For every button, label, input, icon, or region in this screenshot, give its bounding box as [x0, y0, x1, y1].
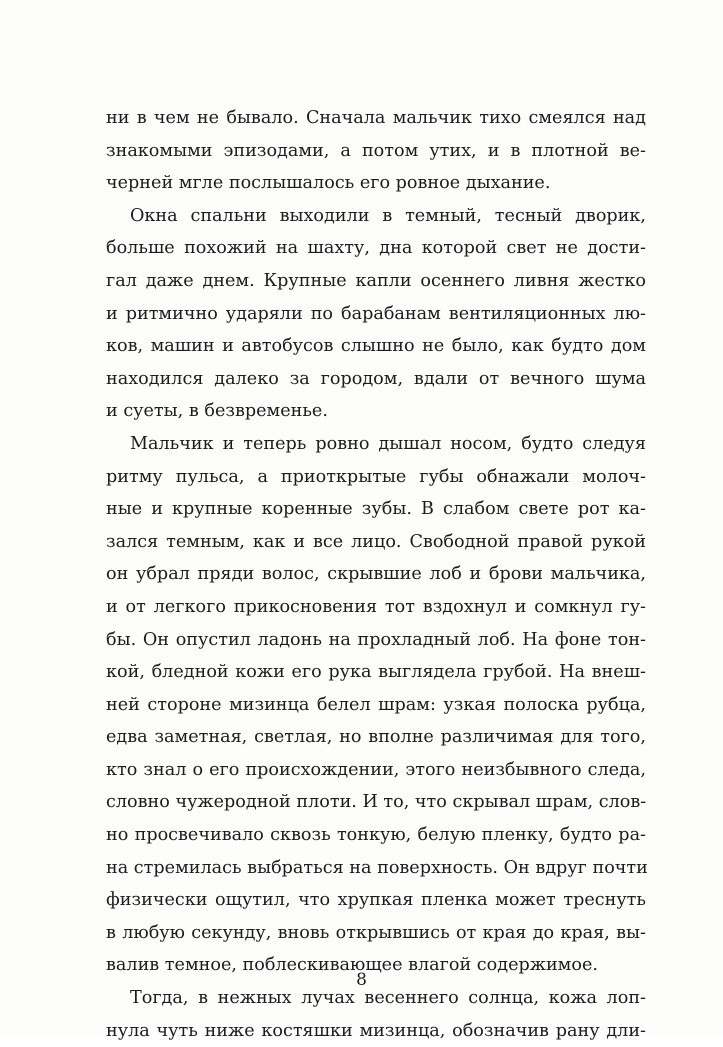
- text-line: зался темным, как и все лицо. Свободной правой рукой: [106, 531, 646, 552]
- text-line: Тогда, в нежных лучах весеннего солнца, кожа лоп-: [130, 988, 646, 1009]
- text-line: ней стороне мизинца белел шрам: узкая полоска рубца,: [106, 694, 646, 715]
- text-line: ритму пульса, а приоткрытые губы обнажали молоч-: [106, 466, 646, 487]
- text-line: но просвечивало сквозь тонкую, белую пленку, будто ра-: [106, 825, 646, 846]
- text-line: ные и крупные коренные зубы. В слабом свете рот ка-: [106, 499, 646, 520]
- page-number: 8: [356, 970, 367, 990]
- text-line: гал даже днем. Крупные капли осеннего ливня жестко: [106, 270, 646, 291]
- text-line: Окна спальни выходили в темный, тесный дворик,: [130, 205, 646, 226]
- text-line: и ритмично ударяли по барабанам вентиляционных лю-: [106, 303, 646, 324]
- text-line: кой, бледной кожи его рука выглядела грубой. На внеш-: [106, 662, 646, 683]
- text-line: словно чужеродной плоти. И то, что скрывал шрам, слов-: [106, 792, 647, 813]
- text-line: едва заметная, светлая, но вполне различимая для того,: [106, 727, 646, 748]
- text-line: черней мгле послышалось его ровное дыхание.: [106, 173, 551, 194]
- text-line: ков, машин и автобусов слышно не было, как будто дом: [106, 336, 646, 357]
- text-line: кто знал о его происхождении, этого неизбывного следа,: [106, 759, 646, 780]
- text-line: знакомыми эпизодами, а потом утих, и в плотной ве-: [106, 140, 646, 161]
- text-line: находился далеко за городом, вдали от вечного шума: [106, 368, 646, 389]
- text-line: физически ощутил, что хрупкая пленка может треснуть: [106, 890, 646, 911]
- text-line: ни в чем не бывало. Сначала мальчик тихо смеялся над: [106, 108, 646, 128]
- text-line: и суеты, в безвременье.: [106, 401, 328, 422]
- text-line: больше похожий на шахту, дна которой свет не дости-: [106, 238, 646, 259]
- text-line: нула чуть ниже костяшки мизинца, обозначив рану дли-: [106, 1020, 646, 1041]
- text-line: валив темное, поблескивающее влагой содержимое.: [106, 955, 598, 976]
- text-line: и от легкого прикосновения тот вздохнул и сомкнул гу-: [106, 596, 646, 617]
- text-line: Мальчик и теперь ровно дышал носом, будто следуя: [130, 433, 646, 454]
- text-line: в любую секунду, вновь открывшись от края до края, вы-: [106, 922, 646, 943]
- text-line: на стремилась выбраться на поверхность. Он вдруг почти: [106, 857, 648, 878]
- text-line: он убрал пряди волос, скрывшие лоб и брови мальчика,: [106, 564, 646, 585]
- text-line: бы. Он опустил ладонь на прохладный лоб. На фоне тон-: [106, 629, 646, 650]
- body-text: [106, 102, 646, 1047]
